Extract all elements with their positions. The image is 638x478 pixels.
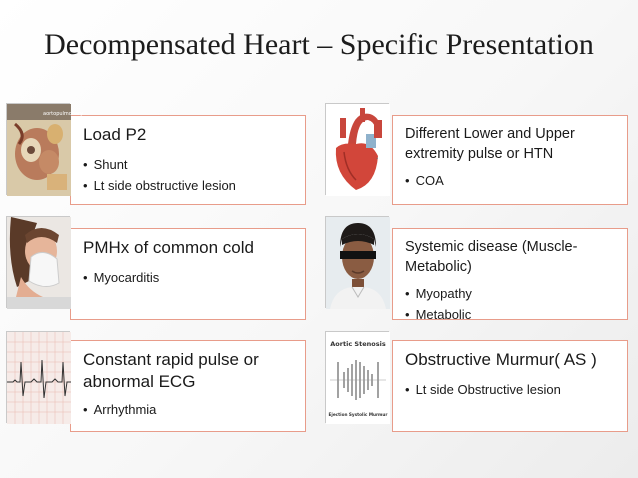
presentation-card-ecg [70, 340, 306, 432]
presentation-card-load-p2 [70, 115, 306, 205]
aortic-stenosis-murmur-image [325, 331, 389, 423]
bullet-list [83, 399, 299, 420]
bullet-list [405, 379, 621, 400]
bullet-item: • Metabolic [405, 304, 621, 325]
presentation-card-coa [392, 115, 628, 205]
person-with-cold-image [6, 216, 70, 308]
bullet-item: • Myocarditis [83, 267, 299, 288]
ecg-strip-image [6, 331, 70, 423]
aorta-coarctation-image [325, 103, 389, 195]
bullet-item: • Lt side obstructive lesion [83, 175, 299, 196]
card-heading: Constant rapid pulse or abnormal ECG [83, 350, 259, 391]
bullet-item: • Arrhythmia [83, 399, 299, 420]
card-heading: Load P2 [83, 125, 147, 144]
bullet-list [405, 170, 621, 191]
svg-text:•: • [376, 156, 379, 161]
card-heading: PMHx of common cold [83, 238, 254, 257]
bullet-item: • Lt side Obstructive lesion [405, 379, 621, 400]
bullet-item: • COA [405, 170, 621, 191]
presentation-card-systemic-disease [392, 228, 628, 320]
bullet-list [405, 283, 621, 325]
card-heading: Obstructive Murmur( AS ) [405, 350, 597, 369]
card-heading: Systemic disease (Muscle-Metabolic) [405, 239, 578, 275]
slide-title: Decompensated Heart – Specific Presentation [44, 28, 594, 61]
child-portrait-image [325, 216, 389, 308]
bullet-item: • Shunt [83, 154, 299, 175]
presentation-card-obstructive-murmur [392, 340, 628, 432]
as-title: Aortic Stenosis [330, 340, 386, 348]
bullet-item: • Myopathy [405, 283, 621, 304]
as-caption: Ejection Systolic Murmur [328, 412, 388, 417]
presentation-card-common-cold [70, 228, 306, 320]
heart-anatomy-image [6, 103, 84, 195]
bullet-list [83, 267, 299, 288]
bullet-list [83, 154, 299, 196]
anatomy-label: aortopulmonary [43, 111, 84, 117]
card-heading: Different Lower and Upper extremity pulse or HTN [405, 126, 575, 162]
